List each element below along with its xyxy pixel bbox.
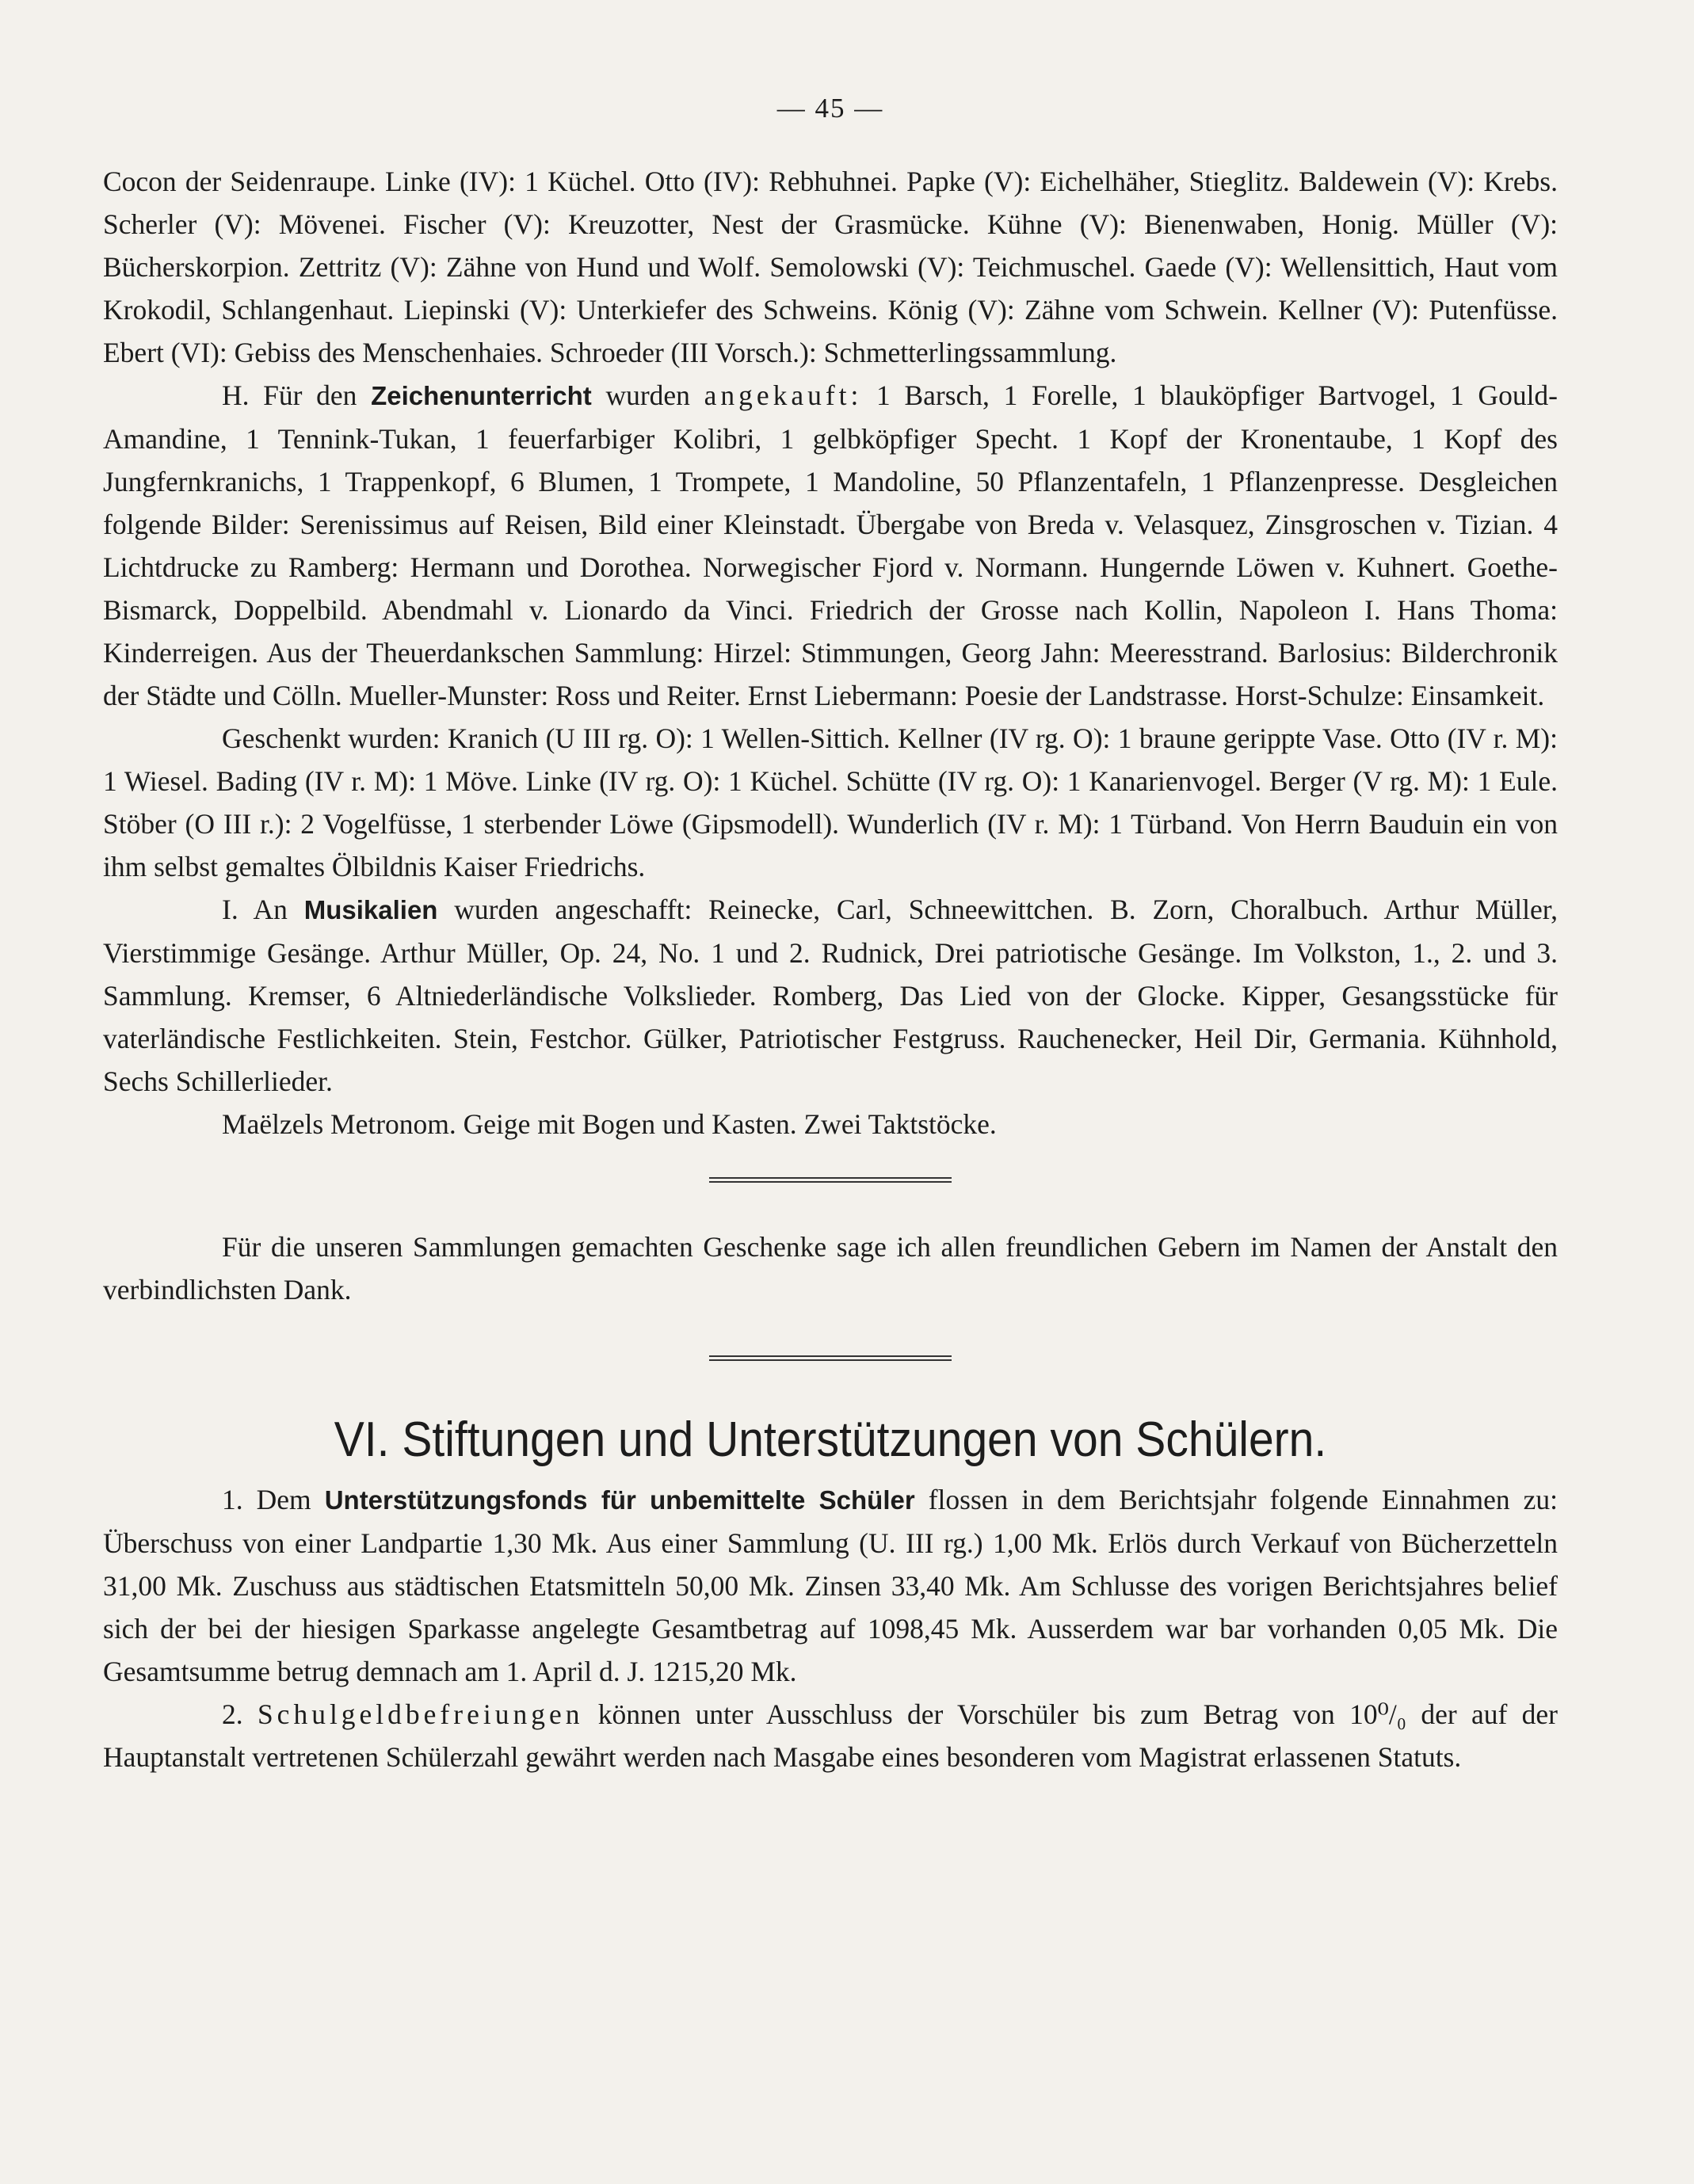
divider-rule bbox=[709, 1177, 952, 1183]
paragraph-thanks: Für die unseren Sammlungen gemachten Geschenke sage ich allen freundlichen Gebern im Namen der Anstalt den verbindlichsten Dank. bbox=[103, 1231, 1558, 1305]
paragraph-naturalien-gifts: Cocon der Seidenraupe. Linke (IV): 1 Küchel. Otto (IV): Rebhuhnei. Papke (V): Eichelhäher, Stieglitz. Baldewein (V): Krebs. Scherler (V): Mövenei. Fischer (V): Kreuzotter, Nest der Grasmücke. Kühne (V): Bienenwaben, Honig. Müller (V): Bücherskorpion. Zettritz (V): Zähne von Hund und Wolf. Semolowski (V): Teichmuschel. Gaede (V): Wellensittich, Haut vom Krokodil, Schlangenhaut. Liepinski (V): Unterkiefer des Schweins. König (V): Zähne vom Schwein. Kellner (V): Putenfüsse. Ebert (VI): Gebiss des Menschenhaies. Schroeder (III Vorsch.): Schmetterlingssammlung. bbox=[103, 166, 1558, 368]
paragraph-label: H. Für den bbox=[222, 379, 372, 411]
page-number: — 45 — bbox=[776, 93, 884, 124]
paragraph-label: I. An bbox=[222, 894, 304, 925]
paragraph-text: flossen in dem Berichtsjahr folgende Einnahmen zu: Überschuss von einer Landpartie 1,30 Mk. Aus einer Sammlung (U. III rg.) 1,00 Mk. Erlös durch Verkauf von Bücherzetteln 31,00 Mk. Zuschuss aus städtischen Etatsmitteln 50,00 Mk. Zinsen 33,40 Mk. Am Schlusse des vorigen Berichtsjahres belief sich der bei der hiesigen Sparkasse angelegte Gesamtbetrag auf 1098,45 Mk. Ausserdem war bar vorhanden 0,05 Mk. Die Gesamtsumme betrug demnach am 1. April d. J. 1215,20 Mk. bbox=[103, 1484, 1558, 1687]
document-page bbox=[103, 87, 1558, 1778]
paragraph-label: 1. Dem bbox=[222, 1484, 325, 1515]
subject-heading: Unterstützungsfonds für unbemittelte Schüler bbox=[324, 1485, 915, 1515]
paragraph-unterstuetzungsfonds bbox=[103, 1478, 1558, 1693]
subject-heading: Zeichenunterricht bbox=[371, 381, 592, 410]
paragraph-text: können unter Ausschluss der Vorschüler bis zum Betrag von 10⁰/₀ der auf der Hauptanstalt vertretenen Schülerzahl gewährt werden nach Masgabe eines besonderen vom Magistrat erlassenen Statuts. bbox=[103, 1698, 1558, 1773]
paragraph-metronom: Maëlzels Metronom. Geige mit Bogen und Kasten. Zwei Taktstöcke. bbox=[222, 1108, 997, 1140]
paragraph-text: wurden angeschafft: Reinecke, Carl, Schneewittchen. B. Zorn, Choralbuch. Arthur Müller, Vierstimmige Gesänge. Arthur Müller, Op. 24, No. 1 und 2. Rudnick, Drei patriotische Gesänge. Im Volkston, 1., 2. und 3. Sammlung. Kremser, 6 Altniederländische Volkslieder. Romberg, Das Lied von der Glocke. Kipper, Gesangsstücke für vaterländische Festlichkeiten. Stein, Festchor. Gülker, Patriotischer Festgruss. Rauchenecker, Heil Dir, Germania. Kühnhold, Sechs Schillerlieder. bbox=[103, 894, 1559, 1097]
divider-rule bbox=[709, 1355, 952, 1361]
paragraph-musikalien bbox=[103, 888, 1558, 1103]
spaced-keyword: angekauft: bbox=[704, 379, 863, 411]
paragraph-schulgeldbefreiungen bbox=[103, 1693, 1558, 1778]
paragraph-geschenkt: Geschenkt wurden: Kranich (U III rg. O): 1 Wellen-Sittich. Kellner (IV rg. O): 1 braune gerippte Vase. Otto (IV r. M): 1 Wiesel. Bading (IV r. M): 1 Möve. Linke (IV rg. O): 1 Küchel. Schütte (IV rg. O): 1 Kanarienvogel. Berger (V rg. M): 1 Eule. Stöber (O III r.): 2 Vogelfüsse, 1 sterbender Löwe (Gipsmodell). Wunderlich (IV r. M): 1 Türband. Von Herrn Bauduin ein von ihm selbst gemaltes Ölbildnis Kaiser Friedrichs. bbox=[103, 722, 1558, 882]
paragraph-text: 1 Barsch, 1 Forelle, 1 blauköpfiger Bartvogel, 1 Gould-Amandine, 1 Tennink-Tukan, 1 feuerfarbiger Kolibri, 1 gelbköpfiger Specht. 1 Kopf der Kronentaube, 1 Kopf des Jungfernkranichs, 1 Trappenkopf, 6 Blumen, 1 Trompete, 1 Mandoline, 50 Pflanzentafeln, 1 Pflanzenpresse. Desgleichen folgende Bilder: Serenissimus auf Reisen, Bild einer Kleinstadt. Übergabe von Breda v. Velasquez, Zinsgroschen v. Tizian. 4 Lichtdrucke zu Ramberg: Hermann und Dorothea. Norwegischer Fjord v. Normann. Hungernde Löwen v. Kuhnert. Goethe-Bismarck, Doppelbild. Abendmahl v. Lionardo da Vinci. Friedrich der Grosse nach Kollin, Napoleon I. Hans Thoma: Kinderreigen. Aus der Theuerdankschen Sammlung: Hirzel: Stimmungen, Georg Jahn: Meeresstrand. Barlosius: Bilderchronik der Städte und Cölln. Mueller-Munster: Ross und Reiter. Ernst Liebermann: Poesie der Landstrasse. Horst-Schulze: Einsamkeit. bbox=[103, 379, 1558, 711]
text-fragment: wurden bbox=[591, 379, 704, 411]
section-title: VI. Stiftungen und Unterstützungen von Schülern. bbox=[334, 1412, 1327, 1467]
paragraph-label: 2. bbox=[222, 1698, 258, 1730]
paragraph-zeichenunterricht bbox=[103, 374, 1558, 717]
subject-heading: Musikalien bbox=[303, 895, 438, 924]
spaced-keyword: Schulgeldbefreiungen bbox=[257, 1698, 584, 1730]
